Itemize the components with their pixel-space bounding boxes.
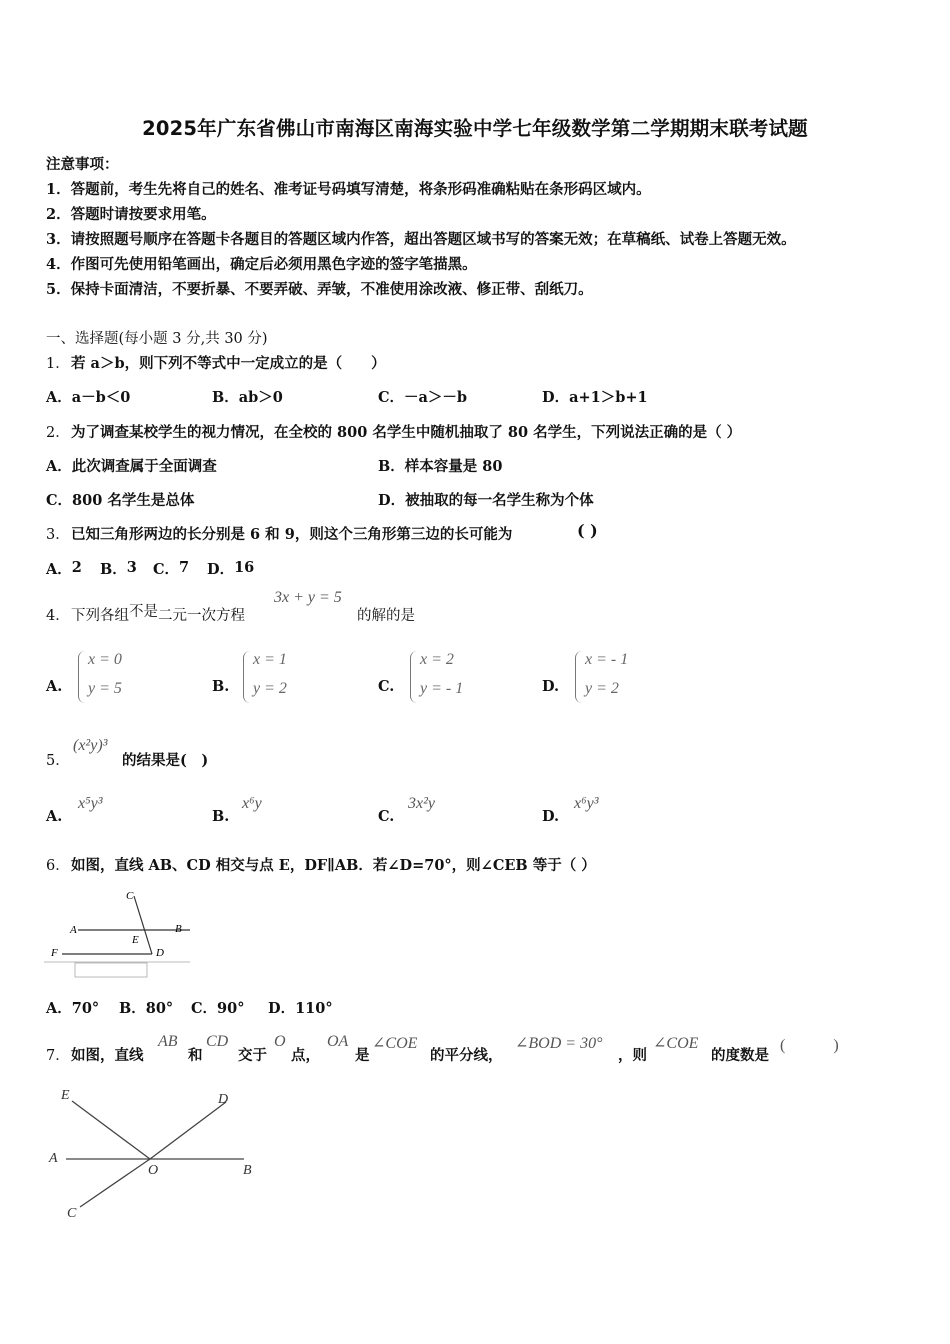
option-b: B. (212, 678, 230, 695)
option-c: C. (378, 678, 395, 695)
equation-system-c: x = 2 y = - 1 (410, 651, 480, 705)
math-angle-coe-2: ∠COE (653, 1035, 699, 1052)
label-c: C (126, 890, 134, 902)
question-stem-end: 的解的是 (357, 608, 415, 624)
option-a: A．a－b＜0 (46, 389, 131, 406)
option-c: C．800 名学生是总体 (46, 492, 195, 509)
label-d: D (218, 1092, 229, 1107)
math-angle-coe: ∠COE (372, 1035, 418, 1052)
question-number: 6． (46, 858, 70, 874)
option-b: B．80° (119, 1000, 174, 1017)
label-b: B (243, 1163, 252, 1178)
equation-system-a: x = 0 y = 5 (78, 651, 138, 705)
figure-parallel-lines (44, 884, 194, 980)
question-number: 3． (46, 527, 70, 543)
option-d: D．110° (268, 1000, 333, 1017)
equation-system-b: x = 1 y = 2 (243, 651, 303, 705)
notice-item: 3．请按照题号顺序在答题卡各题目的答题区域内作答，超出答题区域书写的答案无效；在草稿纸、试卷上答题无效。 (46, 231, 796, 248)
option-a: A. (46, 678, 63, 695)
expression: (x²y)³ (73, 737, 108, 754)
option-d: D．a+1＞b+1 (542, 389, 648, 406)
option-d-expr: x⁶y³ (574, 795, 599, 812)
option-d: D. (542, 678, 560, 695)
label-c: C (67, 1206, 77, 1221)
question-stem: 下列各组不是二元一次方程 (71, 604, 245, 624)
question-stem-part: ，则 (618, 1047, 647, 1064)
question-stem: 如图，直线 AB、CD 相交与点 E，DF∥AB．若∠D=70°，则∠CEB 等于（ ） (71, 857, 596, 874)
option-b: B．样本容量是 80 (378, 458, 503, 475)
label-d: D (156, 947, 164, 959)
option-a: A. (46, 808, 63, 825)
page-title: 2025年广东省佛山市南海区南海实验中学七年级数学第二学期期末联考试题 (142, 117, 808, 140)
label-a: A (49, 1151, 58, 1166)
label-a: A (70, 924, 77, 936)
question-number: 5． (46, 753, 70, 769)
question-stem: 为了调查某校学生的视力情况，在全校的 800 名学生中随机抽取了 80 名学生，下列说法正确的是（ ） (71, 424, 742, 441)
label-b: B (175, 923, 182, 935)
option-c: C．90° (191, 1000, 245, 1017)
question-number: 1． (46, 356, 70, 372)
math-oa: OA (327, 1033, 349, 1050)
notice-item: 2．答题时请按要求用笔。 (46, 206, 216, 223)
label-o: O (148, 1163, 159, 1178)
option-b-expr: x⁶y (242, 795, 262, 812)
equation: 3x + y = 5 (274, 589, 342, 606)
option-b: B．3 (100, 559, 137, 578)
math-angle-bod: ∠BOD = 30° (515, 1035, 603, 1052)
figure-intersecting-lines (44, 1082, 274, 1227)
option-d: D．被抽取的每一名学生称为个体 (378, 492, 594, 509)
equation-system-d: x = - 1 y = 2 (575, 651, 645, 705)
math-o: O (274, 1033, 286, 1050)
option-c: C．－a＞－b (378, 389, 468, 406)
question-number: 4． (46, 608, 70, 624)
option-a-expr: x⁵y³ (78, 795, 103, 812)
question-stem: 若 a＞b，则下列不等式中一定成立的是（ ） (71, 355, 386, 372)
option-b: B. (212, 808, 230, 825)
question-stem-part: 和 (188, 1047, 203, 1064)
question-stem-part: 是 (355, 1047, 370, 1064)
option-b: B．ab＞0 (212, 389, 283, 406)
section-heading: 一、选择题(每小题 3 分,共 30 分) (46, 331, 268, 347)
question-number: 7． (46, 1048, 70, 1064)
option-a: A．2 (46, 559, 82, 578)
option-a: A．此次调查属于全面调查 (46, 458, 217, 475)
option-a: A．70° (46, 1000, 100, 1017)
question-stem: 已知三角形两边的长分别是 6 和 9，则这个三角形第三边的长可能为 (71, 526, 513, 543)
question-stem-part: 交于 (238, 1047, 267, 1064)
question-stem-part: 如图，直线 (71, 1047, 144, 1064)
option-d: D．16 (207, 559, 255, 578)
math-ab: AB (158, 1033, 178, 1050)
answer-paren: ( ) (780, 1037, 839, 1054)
notice-item: 5．保持卡面清洁，不要折暴、不要弄破、弄皱，不准使用涂改液、修正带、刮纸刀。 (46, 281, 593, 298)
answer-paren: ( ) (577, 521, 598, 540)
option-c-expr: 3x²y (408, 795, 435, 812)
question-stem-part: 的平分线， (430, 1047, 503, 1064)
option-c: C．7 (153, 559, 190, 578)
option-c: C. (378, 808, 395, 825)
question-stem-part: 的度数是 (711, 1047, 769, 1064)
question-stem-part: 点， (291, 1047, 320, 1064)
question-stem: 的结果是( ) (122, 752, 209, 769)
notice-item: 1．答题前，考生先将自己的姓名、准考证号码填写清楚，将条形码准确粘贴在条形码区域内。 (46, 181, 651, 198)
question-number: 2． (46, 425, 70, 441)
label-e: E (132, 934, 139, 946)
label-e: E (61, 1088, 70, 1103)
option-d: D. (542, 808, 560, 825)
label-f: F (51, 947, 58, 959)
math-cd: CD (206, 1033, 229, 1050)
notice-heading: 注意事项： (46, 156, 119, 173)
notice-item: 4．作图可先使用铅笔画出，确定后必须用黑色字迹的签字笔描黑。 (46, 256, 477, 273)
